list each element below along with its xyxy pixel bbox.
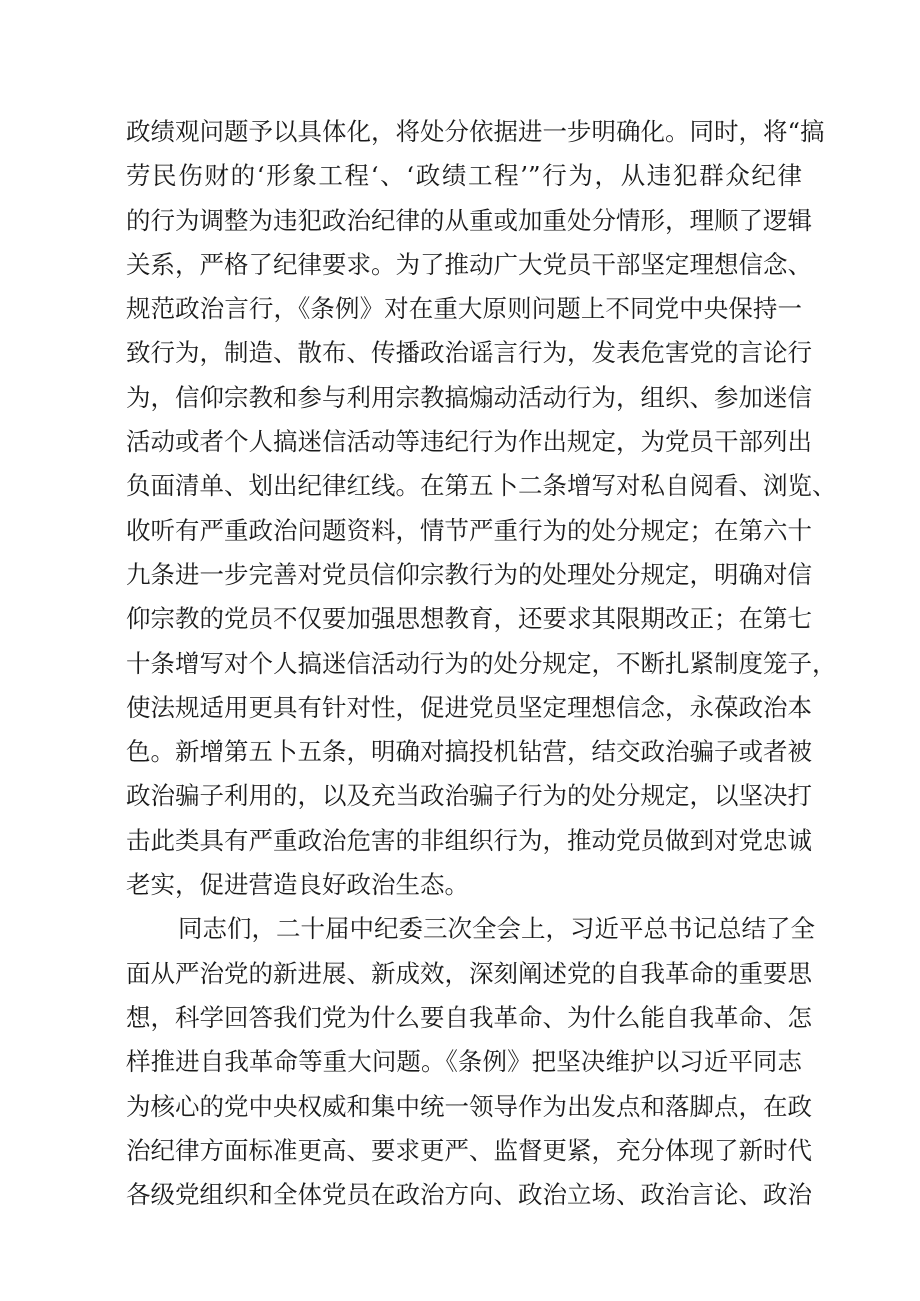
- text-line: 治纪律方面标准更高、要求更严、监督更紧，充分体现了新时代: [126, 1135, 812, 1165]
- text-line: 面从严治党的新进展、新成效，深刻阐述党的自我革命的重要思: [126, 958, 812, 988]
- text-line: 九条进一步完善对党员信仰宗教行为的处理处分规定，明确对信: [126, 559, 812, 589]
- text-line: 收听有严重政治问题资料，情节严重行为的处分规定；在第六十: [126, 515, 812, 545]
- text-line: 关系，严格了纪律要求。为了推动广大党员干部坚定理想信念、: [126, 249, 812, 279]
- text-line: 劳民伤财的‘形象工程‘、‘政绩工程’”行为，从违犯群众纪律: [126, 161, 802, 191]
- text-line: 各级党组织和全体党员在政治方向、政治立场、政治言论、政治: [126, 1180, 812, 1210]
- text-line: 负面清单、划出纪律红线。在第五卜二条增写对私自阅看、浏览、: [126, 471, 837, 501]
- text-line: 仰宗教的党员不仅要加强思想教育，还要求其限期改正；在第七: [126, 604, 812, 634]
- text-line: 规范政治言行，《条例》对在重大原则问题上不同党中央保持一: [126, 294, 802, 324]
- text-line: 使法规适用更具有针对性，促进党员坚定理想信念，永葆政治本: [126, 692, 812, 722]
- document-body: [126, 110, 837, 1217]
- text-line: 色。新增第五卜五条，明确对搞投机钻营，结交政治骗子或者被: [126, 737, 812, 767]
- text-line: 击此类具有严重政治危害的非组织行为，推动党员做到对党忠诚: [126, 825, 812, 855]
- text-line: 活动或者个人搞迷信活动等违纪行为作出规定，为党员干部列出: [126, 427, 812, 457]
- text-line: 为核心的党中央权威和集中统一领导作为出发点和落脚点，在政: [126, 1091, 812, 1121]
- text-line: 致行为，制造、散布、传播政治谣言行为，发表危害党的言论行: [126, 338, 812, 368]
- paragraph-end-line: 老实，促进营造良好政治生态。: [126, 870, 469, 900]
- text-line: 为，信仰宗教和参与利用宗教搞煽动活动行为，组织、参加迷信: [126, 382, 812, 412]
- paragraph-start-line: 同志们，二十届中纪委三次全会上，习近平总书记总结了全: [178, 914, 815, 944]
- text-line: 十条增写对个人搞迷信活动行为的处分规定，不断扎紧制度笼子，: [126, 648, 837, 678]
- text-line: 样推进自我革命等重大问题。《条例》把坚决维护以习近平同志: [126, 1047, 802, 1077]
- text-line: 的行为调整为违犯政治纪律的从重或加重处分情形，理顺了逻辑: [126, 205, 812, 235]
- text-line: 政绩观问题予以具体化，将处分依据进一步明确化。同时，将“搞: [126, 117, 825, 146]
- text-line: 政治骗子利用的，以及充当政治骗子行为的处分规定，以坚决打: [126, 781, 812, 811]
- text-line: 想，科学回答我们党为什么要自我革命、为什么能自我革命、怎: [126, 1002, 812, 1032]
